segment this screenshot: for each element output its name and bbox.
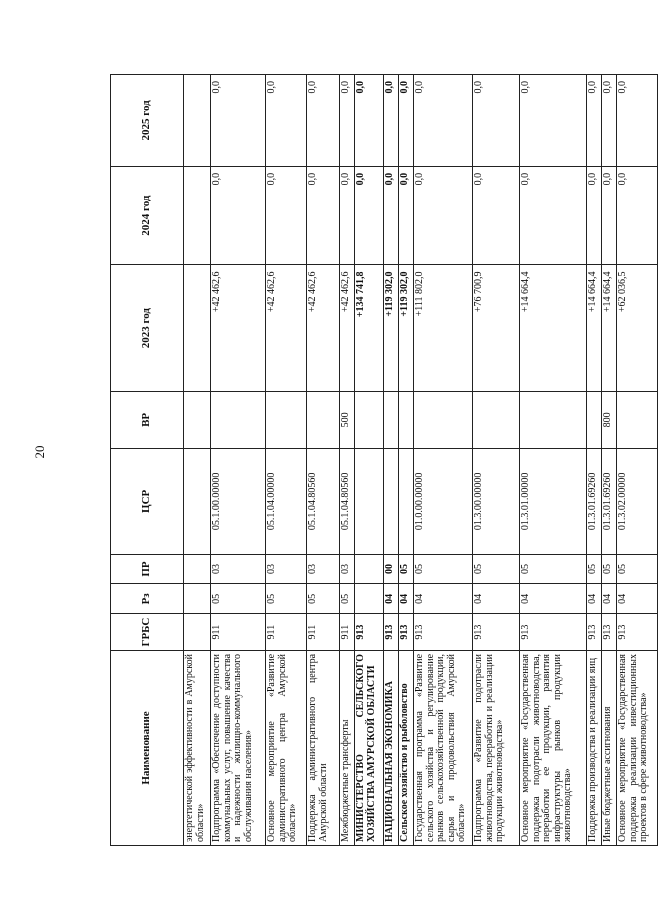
cell-rz: 04	[602, 584, 617, 614]
cell-pr: 05	[473, 554, 520, 584]
cell-grbs: 911	[307, 614, 340, 651]
table-row	[355, 75, 384, 846]
table-row	[184, 75, 211, 846]
cell-csr: 01.0.00.00000	[414, 449, 473, 555]
header-pr: ПР	[111, 554, 184, 584]
cell-2025: 0,0	[617, 75, 658, 167]
table-row	[340, 75, 355, 846]
cell-csr	[355, 449, 384, 555]
table-row	[399, 75, 414, 846]
cell-2023: +14 664,4	[602, 265, 617, 391]
cell-vr	[211, 391, 266, 448]
cell-name: Подпрограмма «Развитие подотрасли животноводства, переработки и реализации продукции животноводства»	[473, 650, 520, 845]
table-row	[307, 75, 340, 846]
cell-name: Межбюджетные трансферты	[340, 650, 355, 845]
table-row	[602, 75, 617, 846]
cell-vr	[617, 391, 658, 448]
table-row	[266, 75, 307, 846]
cell-2025: 0,0	[399, 75, 414, 167]
cell-2023: +111 802,0	[414, 265, 473, 391]
cell-csr: 01.3.01.69260	[587, 449, 602, 555]
cell-pr: 05	[617, 554, 658, 584]
cell-pr: 03	[307, 554, 340, 584]
cell-2025	[184, 75, 211, 167]
cell-vr	[399, 391, 414, 448]
rotated-table-container	[110, 74, 649, 846]
cell-csr: 01.3.01.00000	[520, 449, 587, 555]
cell-csr: 01.3.01.69260	[602, 449, 617, 555]
cell-rz: 04	[414, 584, 473, 614]
cell-grbs	[184, 614, 211, 651]
cell-2025: 0,0	[211, 75, 266, 167]
cell-2023: +119 302,0	[384, 265, 399, 391]
table-row	[211, 75, 266, 846]
cell-pr	[184, 554, 211, 584]
table-row	[414, 75, 473, 846]
cell-2024	[184, 166, 211, 265]
cell-2024: 0,0	[520, 166, 587, 265]
cell-grbs: 913	[399, 614, 414, 651]
cell-name: НАЦИОНАЛЬНАЯ ЭКОНОМИКА	[384, 650, 399, 845]
cell-grbs: 913	[520, 614, 587, 651]
cell-2023: +14 664,4	[587, 265, 602, 391]
cell-rz: 04	[399, 584, 414, 614]
cell-2025: 0,0	[266, 75, 307, 167]
header-rz: Рз	[111, 584, 184, 614]
cell-2023: +14 664,4	[520, 265, 587, 391]
cell-grbs: 913	[587, 614, 602, 651]
cell-rz: 05	[266, 584, 307, 614]
cell-csr: 05.1.04.80560	[340, 449, 355, 555]
cell-name: Государственная программа «Развитие сельского хозяйства и регулирование рынков сельскохозяйственной продукции, сырья и продовольствия Амурской области»	[414, 650, 473, 845]
cell-2024: 0,0	[587, 166, 602, 265]
cell-name: Сельское хозяйство и рыболовство	[399, 650, 414, 845]
cell-name: Поддержка производства и реализации яиц	[587, 650, 602, 845]
cell-2024: 0,0	[211, 166, 266, 265]
cell-vr: 800	[602, 391, 617, 448]
cell-vr: 500	[340, 391, 355, 448]
header-2024: 2024 год	[111, 166, 184, 265]
cell-2025: 0,0	[520, 75, 587, 167]
header-csr: ЦСР	[111, 449, 184, 555]
cell-vr	[307, 391, 340, 448]
cell-2024: 0,0	[266, 166, 307, 265]
cell-2023: +42 462,6	[211, 265, 266, 391]
cell-2025: 0,0	[340, 75, 355, 167]
table-row	[520, 75, 587, 846]
cell-2024: 0,0	[399, 166, 414, 265]
cell-2024: 0,0	[617, 166, 658, 265]
cell-csr: 01.3.02.00000	[617, 449, 658, 555]
cell-csr	[399, 449, 414, 555]
table-row	[587, 75, 602, 846]
cell-2025: 0,0	[384, 75, 399, 167]
header-2025: 2025 год	[111, 75, 184, 167]
cell-rz: 05	[340, 584, 355, 614]
cell-name: Основное мероприятие «Государственная поддержка реализации инвестиционных проектов в сфере животноводства»	[617, 650, 658, 845]
cell-2024: 0,0	[602, 166, 617, 265]
cell-csr: 05.1.00.00000	[211, 449, 266, 555]
cell-name: Основное мероприятие «Развитие административного центра Амурской области»	[266, 650, 307, 845]
table-row	[473, 75, 520, 846]
cell-rz	[184, 584, 211, 614]
cell-rz: 04	[520, 584, 587, 614]
header-2023: 2023 год	[111, 265, 184, 391]
cell-grbs: 911	[211, 614, 266, 651]
cell-rz: 05	[211, 584, 266, 614]
cell-2023: +42 462,6	[307, 265, 340, 391]
cell-name: Иные бюджетные ассигнования	[602, 650, 617, 845]
cell-2025: 0,0	[473, 75, 520, 167]
cell-2023	[184, 265, 211, 391]
cell-grbs: 913	[384, 614, 399, 651]
cell-vr	[184, 391, 211, 448]
table-row	[617, 75, 658, 846]
cell-rz: 04	[587, 584, 602, 614]
table-header-row	[111, 75, 184, 846]
cell-2023: +62 036,5	[617, 265, 658, 391]
cell-pr: 05	[399, 554, 414, 584]
cell-rz	[355, 584, 384, 614]
cell-rz: 04	[473, 584, 520, 614]
cell-grbs: 911	[340, 614, 355, 651]
cell-name: Поддержка административного центра Амурской области	[307, 650, 340, 845]
cell-grbs: 913	[602, 614, 617, 651]
header-name: Наименование	[111, 650, 184, 845]
cell-rz: 05	[307, 584, 340, 614]
header-grbs: ГРБС	[111, 614, 184, 651]
cell-csr	[384, 449, 399, 555]
cell-grbs: 913	[617, 614, 658, 651]
cell-csr	[184, 449, 211, 555]
cell-pr: 03	[340, 554, 355, 584]
cell-2025: 0,0	[307, 75, 340, 167]
cell-2023: +119 302,0	[399, 265, 414, 391]
cell-2024: 0,0	[384, 166, 399, 265]
cell-name: энергетической эффективности в Амурской области»	[184, 650, 211, 845]
cell-pr: 05	[587, 554, 602, 584]
cell-pr: 00	[384, 554, 399, 584]
cell-2025: 0,0	[587, 75, 602, 167]
cell-2023: +42 462,6	[266, 265, 307, 391]
cell-vr	[355, 391, 384, 448]
cell-vr	[520, 391, 587, 448]
cell-vr	[587, 391, 602, 448]
cell-2024: 0,0	[414, 166, 473, 265]
cell-csr: 01.3.00.00000	[473, 449, 520, 555]
table-body	[184, 75, 658, 846]
cell-csr: 05.1.04.00000	[266, 449, 307, 555]
cell-2025: 0,0	[355, 75, 384, 167]
header-vr: ВР	[111, 391, 184, 448]
cell-pr: 05	[414, 554, 473, 584]
cell-rz: 04	[384, 584, 399, 614]
cell-csr: 05.1.04.80560	[307, 449, 340, 555]
cell-2024: 0,0	[473, 166, 520, 265]
cell-name: Основное мероприятие «Государственная поддержка подотрасли животноводства, переработки ее продукции, развития инфраструктуры рынков продукции животноводства»	[520, 650, 587, 845]
cell-pr	[355, 554, 384, 584]
cell-vr	[266, 391, 307, 448]
cell-vr	[473, 391, 520, 448]
cell-pr: 03	[266, 554, 307, 584]
cell-grbs: 913	[473, 614, 520, 651]
table-row	[384, 75, 399, 846]
cell-grbs: 913	[355, 614, 384, 651]
cell-2023: +134 741,8	[355, 265, 384, 391]
cell-2023: +42 462,6	[340, 265, 355, 391]
cell-name: МИНИСТЕРСТВО СЕЛЬСКОГО ХОЗЯЙСТВА АМУРСКОЙ ОБЛАСТИ	[355, 650, 384, 845]
cell-2025: 0,0	[602, 75, 617, 167]
cell-2023: +76 700,9	[473, 265, 520, 391]
page-number: 20	[32, 445, 47, 459]
cell-grbs: 911	[266, 614, 307, 651]
cell-pr: 05	[520, 554, 587, 584]
cell-grbs: 913	[414, 614, 473, 651]
cell-name: Подпрограмма «Обеспечение доступности коммунальных услуг, повышение качества и надежности жилищно-коммунального обслуживания населения»	[211, 650, 266, 845]
cell-pr: 05	[602, 554, 617, 584]
cell-vr	[384, 391, 399, 448]
cell-2024: 0,0	[355, 166, 384, 265]
budget-table	[110, 74, 658, 846]
cell-vr	[414, 391, 473, 448]
cell-rz: 04	[617, 584, 658, 614]
cell-pr: 03	[211, 554, 266, 584]
cell-2024: 0,0	[340, 166, 355, 265]
cell-2024: 0,0	[307, 166, 340, 265]
cell-2025: 0,0	[414, 75, 473, 167]
